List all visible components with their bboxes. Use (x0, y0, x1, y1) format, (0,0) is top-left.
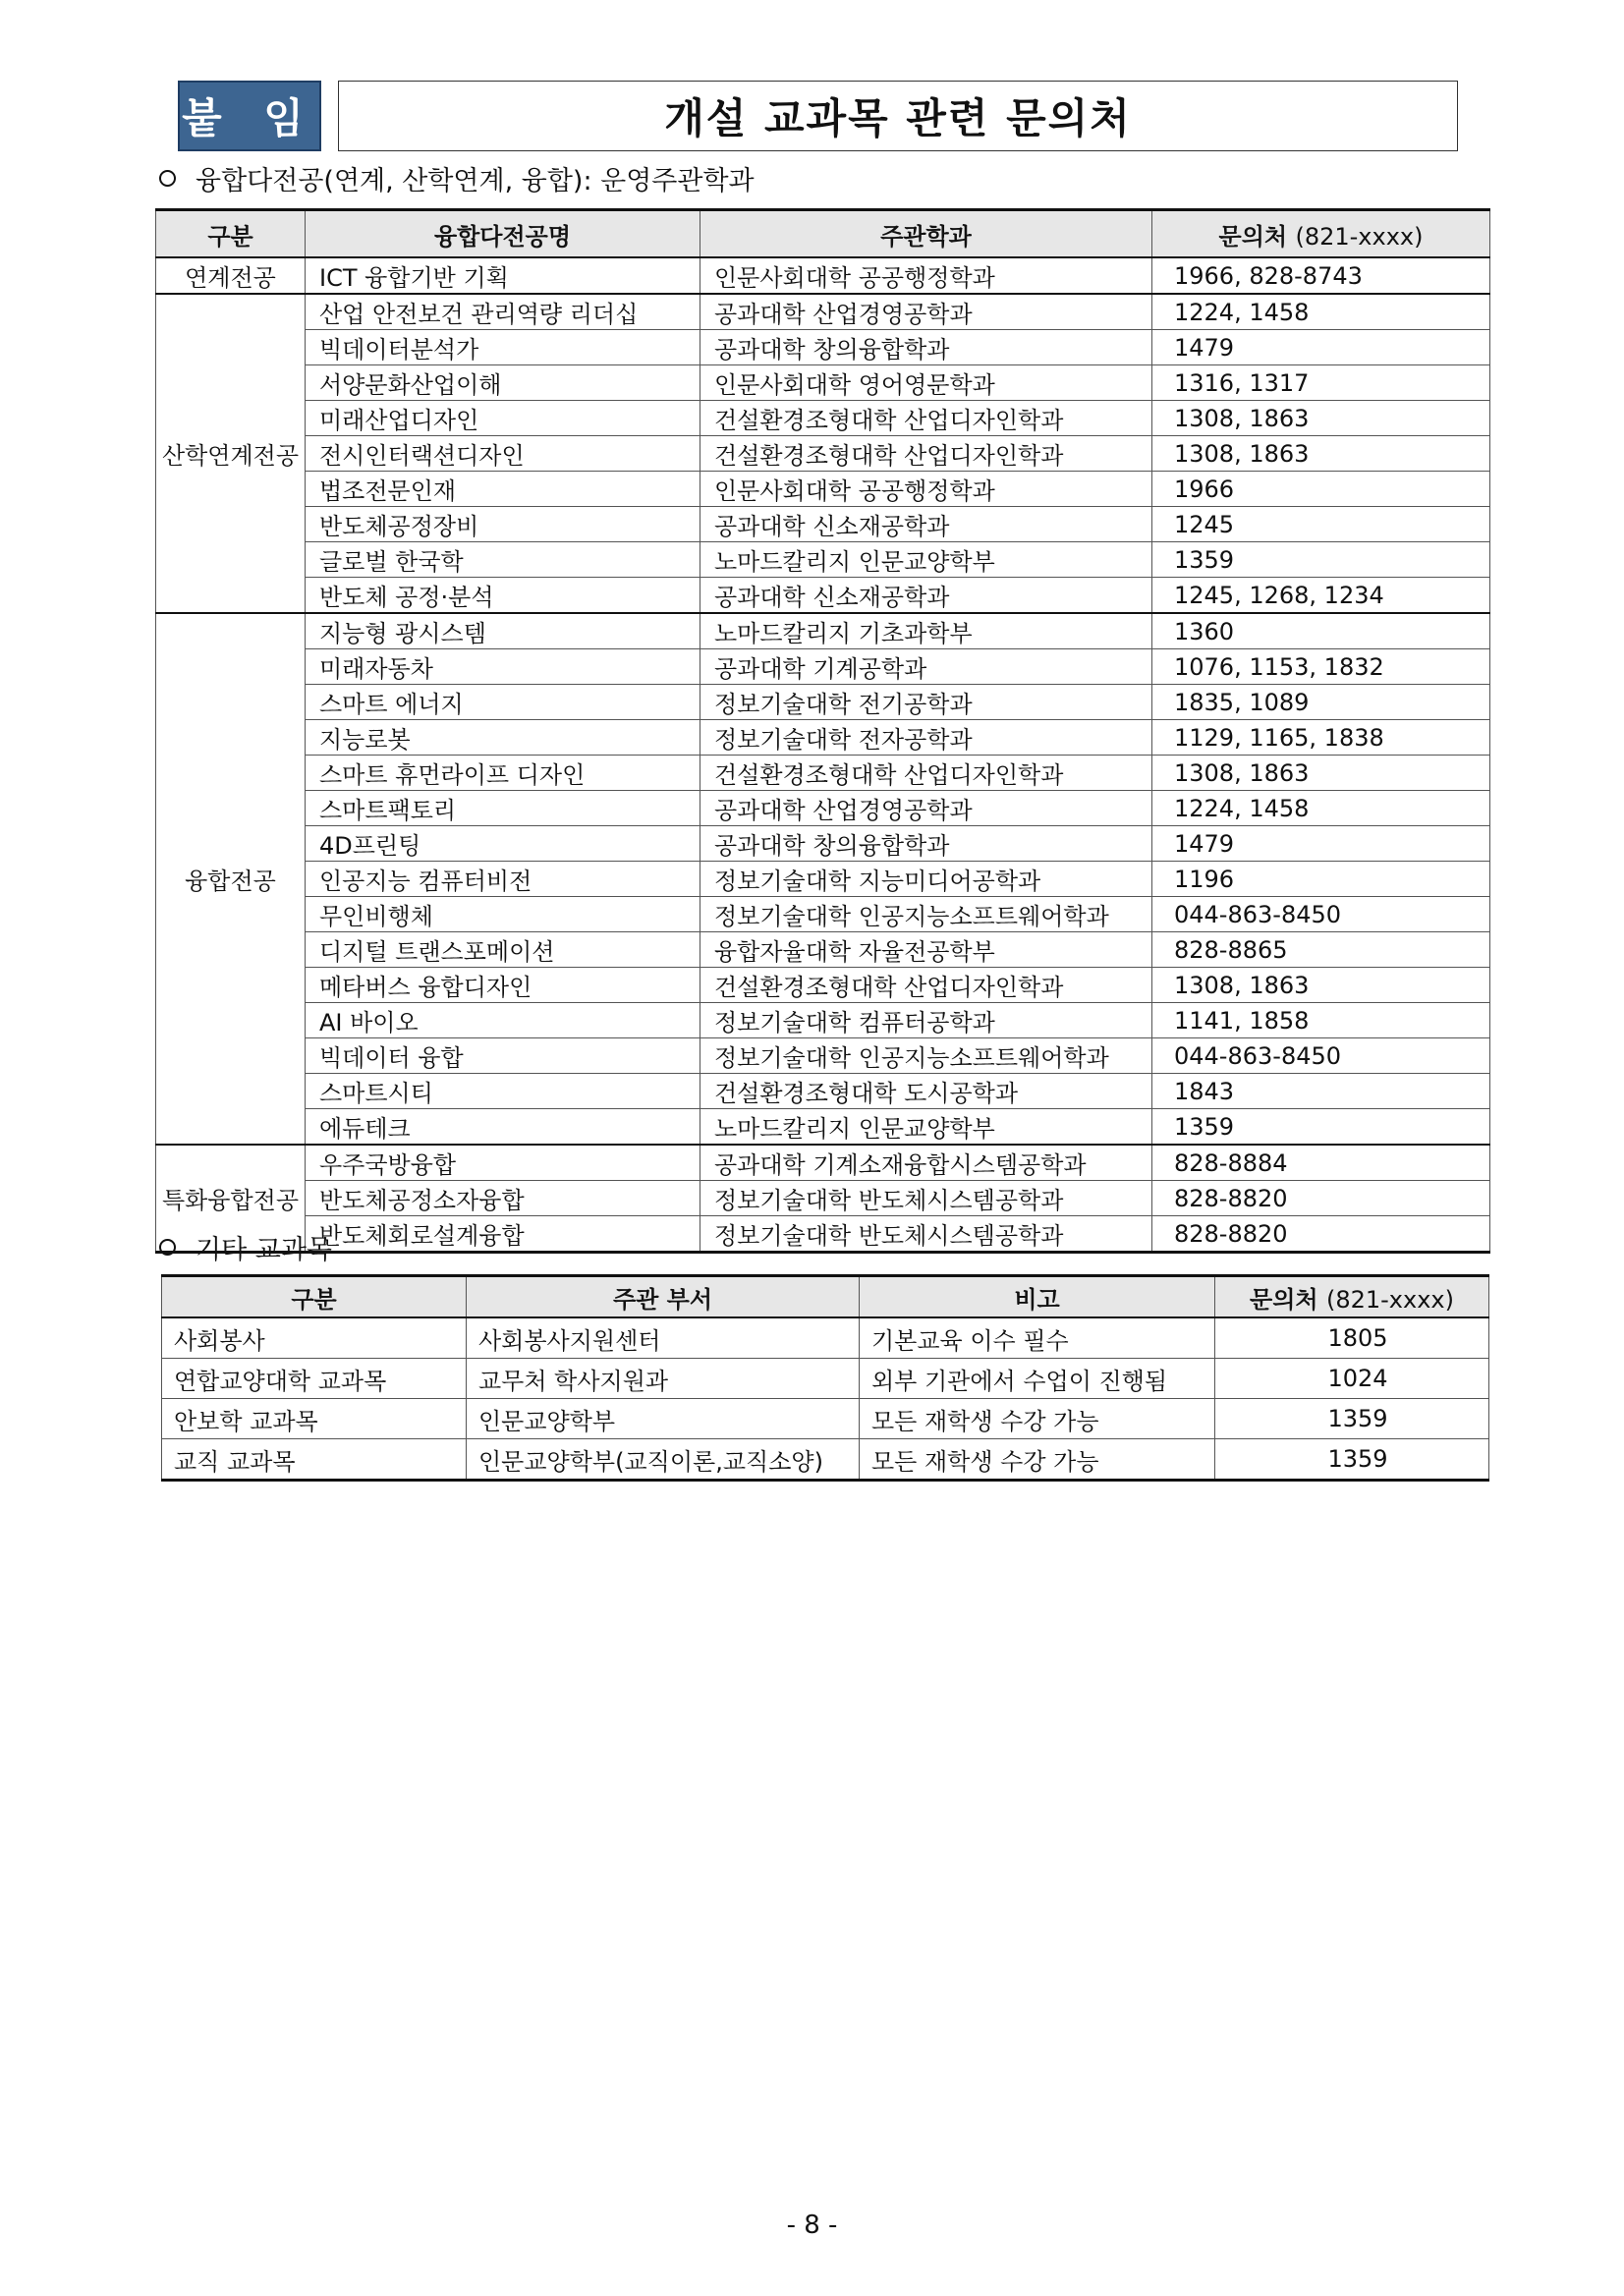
convergence-major-table (155, 208, 1490, 1254)
major-name-cell: 반도체 공정·분석 (306, 578, 700, 614)
department-cell: 공과대학 산업경영공학과 (700, 791, 1152, 826)
department-cell: 정보기술대학 반도체시스템공학과 (700, 1181, 1152, 1216)
major-name-cell: 반도체회로설계융합 (306, 1216, 700, 1253)
table-row (156, 897, 1490, 932)
table-row (156, 436, 1490, 472)
note-cell: 모든 재학생 수강 가능 (860, 1399, 1215, 1439)
department-cell: 공과대학 기계공학과 (700, 649, 1152, 685)
table-row (156, 862, 1490, 897)
department-cell: 노마드칼리지 인문교양학부 (700, 542, 1152, 578)
major-name-cell: 우주국방융합 (306, 1145, 700, 1181)
table-row (156, 932, 1490, 968)
table-row (162, 1399, 1489, 1439)
note-cell: 모든 재학생 수강 가능 (860, 1439, 1215, 1481)
page-number: - 8 - (786, 2211, 838, 2240)
circle-bullet-icon (159, 170, 176, 187)
table-row (156, 401, 1490, 436)
major-name-cell: 에듀테크 (306, 1109, 700, 1146)
department-cell: 정보기술대학 반도체시스템공학과 (700, 1216, 1152, 1253)
table-row (156, 365, 1490, 401)
contact-cell: 1141, 1858 (1152, 1003, 1490, 1038)
major-name-cell: 스마트시티 (306, 1074, 700, 1109)
major-name-cell: 스마트 에너지 (306, 685, 700, 720)
contact-cell: 1308, 1863 (1152, 401, 1490, 436)
contact-cell: 1024 (1215, 1359, 1489, 1399)
contact-cell: 1805 (1215, 1317, 1489, 1359)
department-cell: 공과대학 신소재공학과 (700, 507, 1152, 542)
section1-heading (159, 159, 755, 197)
department-cell: 공과대학 창의융합학과 (700, 826, 1152, 862)
contact-cell: 1360 (1152, 613, 1490, 649)
contact-cell: 828-8820 (1152, 1216, 1490, 1253)
section2-heading (159, 1228, 332, 1266)
major-name-cell: ICT 융합기반 기획 (306, 257, 700, 294)
major-name-cell: 서양문화산업이해 (306, 365, 700, 401)
department-cell: 융합자율대학 자율전공학부 (700, 932, 1152, 968)
department-cell: 공과대학 산업경영공학과 (700, 294, 1152, 330)
category-cell: 안보학 교과목 (162, 1399, 467, 1439)
major-name-cell: 산업 안전보건 관리역량 리더십 (306, 294, 700, 330)
department-cell: 건설환경조형대학 산업디자인학과 (700, 436, 1152, 472)
department-cell: 정보기술대학 인공지능소프트웨어학과 (700, 1038, 1152, 1074)
category-cell: 산학연계전공 (156, 294, 306, 613)
contact-cell: 1129, 1165, 1838 (1152, 720, 1490, 756)
other-courses-table (161, 1274, 1489, 1482)
table-row (156, 685, 1490, 720)
table-row (156, 756, 1490, 791)
col-header-department: 주관학과 (700, 210, 1152, 258)
department-cell: 사회봉사지원센터 (467, 1317, 860, 1359)
contact-cell: 1359 (1215, 1439, 1489, 1481)
department-cell: 노마드칼리지 인문교양학부 (700, 1109, 1152, 1146)
major-name-cell: 인공지능 컴퓨터비전 (306, 862, 700, 897)
category-cell: 사회봉사 (162, 1317, 467, 1359)
table-row (162, 1359, 1489, 1399)
department-cell: 교무처 학사지원과 (467, 1359, 860, 1399)
col-header-category: 구분 (162, 1276, 467, 1318)
contact-cell: 828-8820 (1152, 1181, 1490, 1216)
contact-cell: 1245, 1268, 1234 (1152, 578, 1490, 614)
contact-cell: 1359 (1152, 542, 1490, 578)
contact-cell: 1479 (1152, 826, 1490, 862)
col-header-contact: 문의처 (821-xxxx) (1215, 1276, 1489, 1318)
major-name-cell: 지능형 광시스템 (306, 613, 700, 649)
section1-heading-text: 융합다전공(연계, 산학연계, 융합): 운영주관학과 (196, 166, 755, 196)
major-name-cell: 스마트 휴먼라이프 디자인 (306, 756, 700, 791)
table-row (156, 507, 1490, 542)
contact-cell: 1308, 1863 (1152, 756, 1490, 791)
table-row (156, 257, 1490, 294)
category-cell: 융합전공 (156, 613, 306, 1145)
contact-cell: 1224, 1458 (1152, 791, 1490, 826)
department-cell: 정보기술대학 인공지능소프트웨어학과 (700, 897, 1152, 932)
major-name-cell: 법조전문인재 (306, 472, 700, 507)
contact-cell: 044-863-8450 (1152, 897, 1490, 932)
department-cell: 정보기술대학 컴퓨터공학과 (700, 1003, 1152, 1038)
note-cell: 기본교육 이수 필수 (860, 1317, 1215, 1359)
department-cell: 인문사회대학 공공행정학과 (700, 472, 1152, 507)
contact-cell: 1308, 1863 (1152, 968, 1490, 1003)
major-name-cell: 메타버스 융합디자인 (306, 968, 700, 1003)
contact-cell: 1196 (1152, 862, 1490, 897)
contact-cell: 1359 (1215, 1399, 1489, 1439)
contact-cell: 828-8865 (1152, 932, 1490, 968)
contact-cell: 044-863-8450 (1152, 1038, 1490, 1074)
contact-cell: 828-8884 (1152, 1145, 1490, 1181)
department-cell: 정보기술대학 전기공학과 (700, 685, 1152, 720)
major-name-cell: 반도체공정장비 (306, 507, 700, 542)
table-row (156, 791, 1490, 826)
department-cell: 인문교양학부 (467, 1399, 860, 1439)
table-row (156, 1109, 1490, 1146)
department-cell: 인문교양학부(교직이론,교직소양) (467, 1439, 860, 1481)
table-row (156, 613, 1490, 649)
table-row (156, 649, 1490, 685)
contact-cell: 1843 (1152, 1074, 1490, 1109)
contact-cell: 1245 (1152, 507, 1490, 542)
category-cell: 특화융합전공 (156, 1145, 306, 1253)
department-cell: 건설환경조형대학 산업디자인학과 (700, 401, 1152, 436)
major-name-cell: 빅데이터 융합 (306, 1038, 700, 1074)
department-cell: 공과대학 신소재공학과 (700, 578, 1152, 614)
contact-cell: 1224, 1458 (1152, 294, 1490, 330)
category-cell: 연합교양대학 교과목 (162, 1359, 467, 1399)
department-cell: 노마드칼리지 기초과학부 (700, 613, 1152, 649)
table-row (156, 826, 1490, 862)
table-header-row (156, 210, 1490, 258)
contact-cell: 1359 (1152, 1109, 1490, 1146)
contact-cell: 1308, 1863 (1152, 436, 1490, 472)
contact-cell: 1479 (1152, 330, 1490, 365)
department-cell: 공과대학 창의융합학과 (700, 330, 1152, 365)
major-name-cell: 전시인터랙션디자인 (306, 436, 700, 472)
department-cell: 정보기술대학 전자공학과 (700, 720, 1152, 756)
major-name-cell: 디지털 트랜스포메이션 (306, 932, 700, 968)
table-row (156, 1038, 1490, 1074)
department-cell: 인문사회대학 공공행정학과 (700, 257, 1152, 294)
table-row (156, 1003, 1490, 1038)
department-cell: 건설환경조형대학 도시공학과 (700, 1074, 1152, 1109)
major-name-cell: 스마트팩토리 (306, 791, 700, 826)
department-cell: 건설환경조형대학 산업디자인학과 (700, 968, 1152, 1003)
col-header-category: 구분 (156, 210, 306, 258)
category-cell: 교직 교과목 (162, 1439, 467, 1481)
department-cell: 공과대학 기계소재융합시스템공학과 (700, 1145, 1152, 1181)
table-row (156, 1074, 1490, 1109)
contact-cell: 1966, 828-8743 (1152, 257, 1490, 294)
col-header-major: 융합다전공명 (306, 210, 700, 258)
col-header-department: 주관 부서 (467, 1276, 860, 1318)
major-name-cell: AI 바이오 (306, 1003, 700, 1038)
table-row (156, 294, 1490, 330)
table-row (156, 968, 1490, 1003)
major-name-cell: 글로벌 한국학 (306, 542, 700, 578)
col-header-contact: 문의처 (821-xxxx) (1152, 210, 1490, 258)
major-name-cell: 지능로봇 (306, 720, 700, 756)
department-cell: 정보기술대학 지능미디어공학과 (700, 862, 1152, 897)
major-name-cell: 빅데이터분석가 (306, 330, 700, 365)
major-name-cell: 4D프린팅 (306, 826, 700, 862)
section2-heading-text: 기타 교과목 (196, 1235, 332, 1265)
major-name-cell: 미래자동차 (306, 649, 700, 685)
department-cell: 인문사회대학 영어영문학과 (700, 365, 1152, 401)
table-row (156, 578, 1490, 614)
table-header-row (162, 1276, 1489, 1318)
page-title: 개설 교과목 관련 문의처 (338, 81, 1458, 151)
table-row (156, 1216, 1490, 1253)
table-row (156, 1145, 1490, 1181)
department-cell: 건설환경조형대학 산업디자인학과 (700, 756, 1152, 791)
table-row (156, 720, 1490, 756)
major-name-cell: 무인비행체 (306, 897, 700, 932)
contact-cell: 1076, 1153, 1832 (1152, 649, 1490, 685)
contact-cell: 1835, 1089 (1152, 685, 1490, 720)
contact-cell: 1966 (1152, 472, 1490, 507)
table-row (156, 472, 1490, 507)
note-cell: 외부 기관에서 수업이 진행됨 (860, 1359, 1215, 1399)
circle-bullet-icon (159, 1239, 176, 1256)
contact-cell: 1316, 1317 (1152, 365, 1490, 401)
major-name-cell: 반도체공정소자융합 (306, 1181, 700, 1216)
table-row (162, 1317, 1489, 1359)
table-row (156, 542, 1490, 578)
col-header-note: 비고 (860, 1276, 1215, 1318)
table-row (156, 1181, 1490, 1216)
major-name-cell: 미래산업디자인 (306, 401, 700, 436)
table-row (162, 1439, 1489, 1481)
category-cell: 연계전공 (156, 257, 306, 294)
table-row (156, 330, 1490, 365)
attachment-badge: 붙 임 (178, 81, 321, 151)
